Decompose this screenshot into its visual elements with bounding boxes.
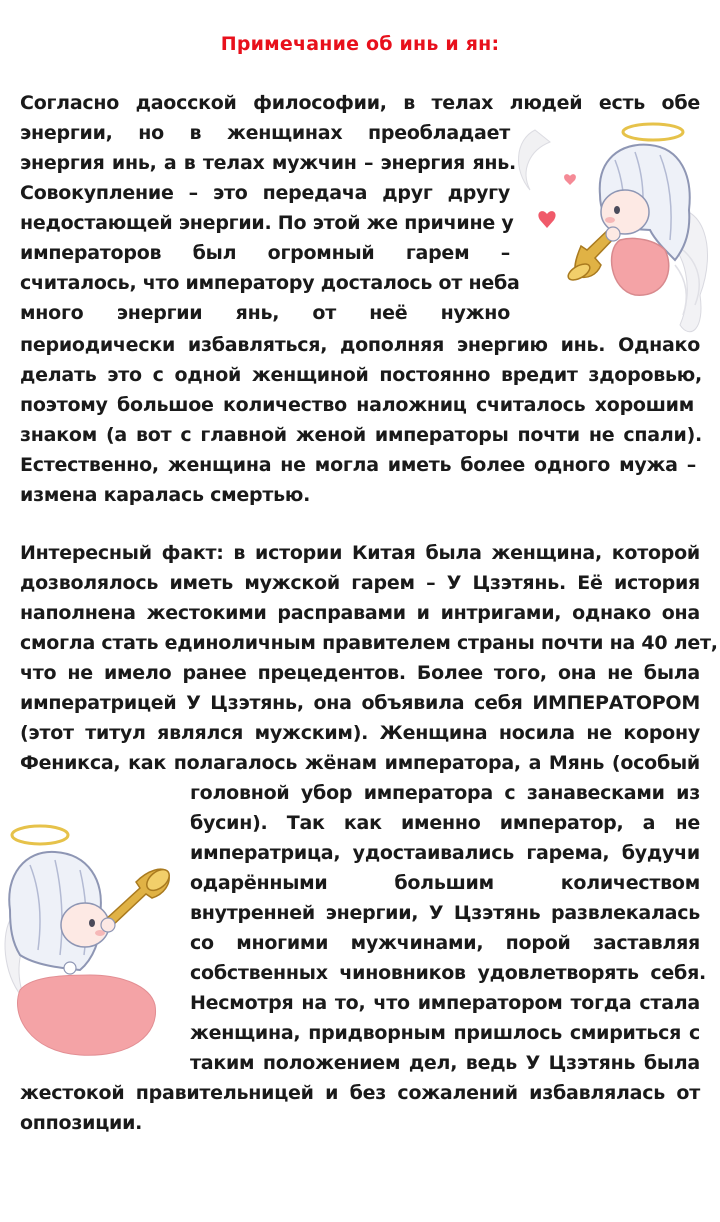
text-line: Совокупление – это передача друг другу — [20, 182, 510, 204]
text-line: энергия инь, а в телах мужчин – энергия янь. — [20, 152, 516, 174]
text-line: бусин). Так как именно император, а не — [190, 812, 700, 834]
text-line: внутренней энергии, У Цзэтянь развлекалась — [190, 902, 700, 924]
text-line: измена каралась смертью. — [20, 484, 311, 506]
text-line: Согласно даосской философии, в телах людей есть обе — [20, 92, 700, 114]
text-line: недостающей энергии. По этой же причине у — [20, 212, 514, 234]
text-line: считалось, что императору досталось от неба — [20, 272, 520, 294]
text-line: периодически избавляться, дополняя энергию инь. Однако — [20, 334, 700, 356]
text-line: со многими мужчинами, порой заставляя — [190, 932, 700, 954]
heart-petal-icon — [538, 211, 555, 228]
text-line: (этот титул являлся мужским). Женщина носила не корону — [20, 722, 700, 744]
text-line: женщина, придворным пришлось смириться с — [190, 1022, 700, 1044]
page-title: Примечание об инь и ян: — [220, 33, 500, 55]
text-line: таким положением дел, ведь У Цзэтянь была — [190, 1052, 700, 1074]
text-line: головной убор императора с занавесками из — [190, 782, 700, 804]
text-line: энергии, но в женщинах преобладает — [20, 122, 510, 144]
wing-left-icon — [519, 130, 550, 190]
text-line: императрицей У Цзэтянь, она объявила себя ИМПЕРАТОРОМ — [20, 692, 700, 714]
text-line: собственных чиновников удовлетворять себя. — [190, 962, 706, 984]
text-line: Естественно, женщина не могла иметь более одного мужа – — [20, 454, 696, 476]
dress-icon — [612, 238, 669, 295]
cherub-trumpet-illustration-top — [505, 100, 720, 350]
cherub-trumpet-illustration-bottom — [0, 790, 190, 1060]
halo-icon — [623, 124, 683, 140]
text-line: знаком (а вот с главной женой императоры почти не спали). — [20, 424, 702, 446]
heart-petal-icon — [564, 174, 576, 185]
text-line: делать это с одной женщиной постоянно вредит здоровью, — [20, 364, 702, 386]
text-line: императрица, удостаивались гарема, будучи — [190, 842, 700, 864]
text-line: оппозиции. — [20, 1112, 143, 1134]
text-line: жестокой правительницей и без сожалений избавлялась от — [20, 1082, 700, 1104]
text-line: много энергии янь, от неё нужно — [20, 302, 510, 324]
text-line: смогла стать единоличным правителем страны почти на 40 лет, — [20, 632, 718, 654]
text-line: Феникса, как полагалось жёнам императора, а Мянь (особый — [20, 752, 700, 774]
text-line: наполнена жестокими расправами и интригами, однако она — [20, 602, 700, 624]
text-line: Несмотря на то, что императором тогда стала — [190, 992, 700, 1014]
text-line: что не имело ранее прецедентов. Более того, она не была — [20, 662, 700, 684]
text-line: дозволялось иметь мужской гарем – У Цзэтянь. Её история — [20, 572, 700, 594]
text-line: одарёнными большим количеством — [190, 872, 700, 894]
face-icon — [601, 190, 649, 234]
dress-icon — [18, 975, 156, 1055]
text-line: императоров был огромный гарем – — [20, 242, 510, 264]
text-line: поэтому большое количество наложниц считалось хорошим — [20, 394, 694, 416]
text-line: Интересный факт: в истории Китая была женщина, которой — [20, 542, 700, 564]
halo-icon — [12, 826, 68, 844]
